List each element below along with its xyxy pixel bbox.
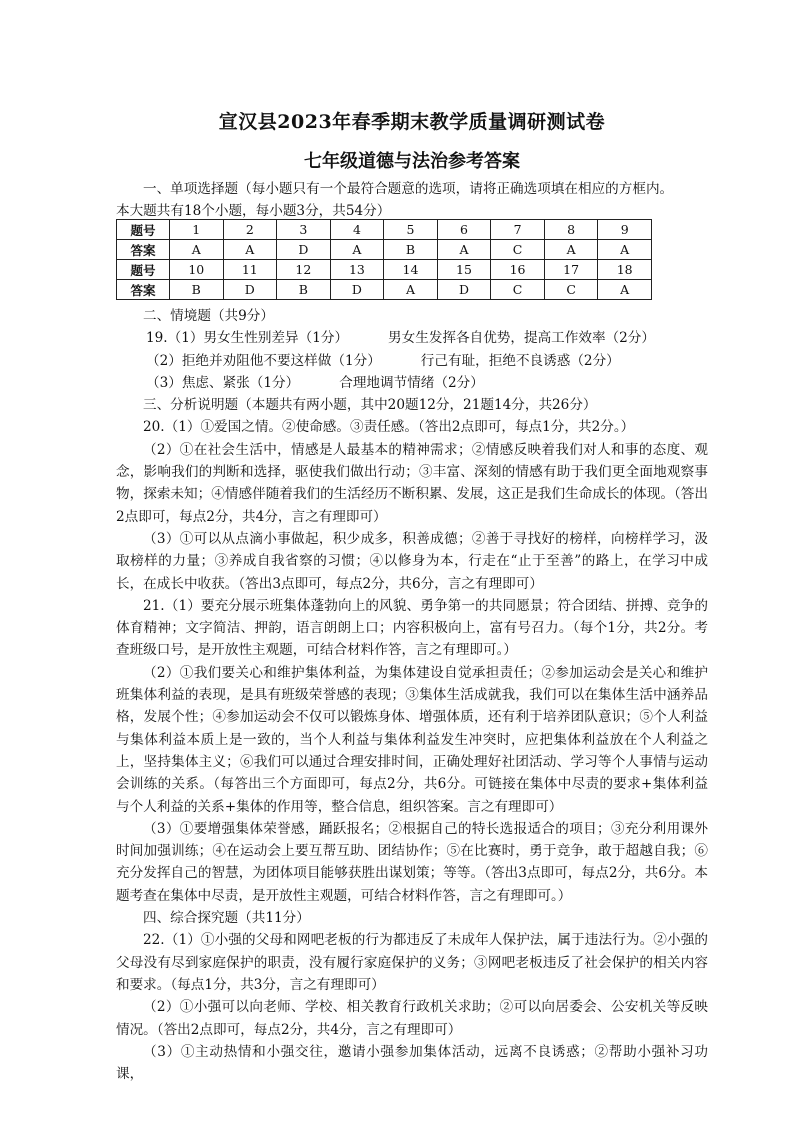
q21-part1: 21.（1）要充分展示班集体蓬勃向上的风貌、勇争第一的共同愿景；符合团结、拼搏、竞争的体育精神；文字简洁、押韵，语言朗朗上口；内容积极向上，富有号召力。（每个1分，共2分。考查班级口号，是开放性主观题，可结合材料作答，言之有理即可。） (116, 597, 708, 659)
answer-cell: A (437, 240, 491, 260)
q19-line3 (116, 372, 708, 394)
q19-1a: 19.（1）男女生性别差异（1分） (146, 330, 349, 347)
q22-part2: （2）①小强可以向老师、学校、相关教育行政机关求助；②可以向居委会、公安机关等反映情况。（答出2点即可，每点2分，共4分，言之有理即可） (116, 999, 708, 1038)
table-row (117, 260, 652, 280)
question-number: 14 (384, 260, 438, 280)
question-number: 8 (544, 220, 598, 240)
question-number: 7 (491, 220, 545, 240)
q20-part2: （2）①在社会生活中，情感是人最基本的精神需求；②情感反映着我们对人和事的态度、观念，影响我们的判断和选择，驱使我们做出行动；③丰富、深刻的情感有助于我们更全面地观察事物，探索未知；④情感伴随着我们的生活经历不断积累、发展，这正是我们生命成长的体现。（答出2点即可，每点2分，共4分，言之有理即可） (116, 441, 708, 525)
answer-cell: B (384, 240, 438, 260)
q19-3a: （3）焦虑、紧张（1分） (146, 374, 300, 391)
question-number: 6 (437, 220, 491, 240)
table-row (117, 280, 652, 300)
question-number: 18 (598, 260, 652, 280)
question-number: 5 (384, 220, 438, 240)
answer-label: 答案 (117, 240, 170, 260)
section3-heading: 三、分析说明题（本题共有两小题，其中20题12分，21题14分，共26分） (143, 397, 597, 414)
answer-cell: C (491, 280, 545, 300)
answer-cell: A (384, 280, 438, 300)
answer-cell: D (223, 280, 277, 300)
answer-label: 答案 (117, 280, 170, 300)
question-number: 15 (437, 260, 491, 280)
answer-cell: A (170, 240, 224, 260)
question-number: 3 (277, 220, 331, 240)
answer-cell: B (170, 280, 224, 300)
question-number: 9 (598, 220, 652, 240)
q19-3b: 合理地调节情绪（2分） (339, 374, 484, 391)
answer-cell: B (277, 280, 331, 300)
question-number: 1 (170, 220, 224, 240)
answer-cell: A (544, 240, 598, 260)
section1-heading: 一、单项选择题（每小题只有一个最符合题意的选项，请将正确选项填在相应的方框内。 (143, 181, 674, 197)
q20-part3: （3）①可以从点滴小事做起，积少成多，积善成德；②善于寻找好的榜样，向榜样学习，汲取榜样的力量；③养成自我省察的习惯；④以修身为本，行走在“止于至善”的路上，在学习中成长，在成长中收获。（答出3点即可，每点2分，共6分，言之有理即可） (116, 530, 708, 592)
table-row (117, 240, 652, 260)
q21-part3: （3）①要增强集体荣誉感，踊跃报名；②根据自己的特长选报适合的项目；③充分利用课外时间加强训练；④在运动会上要互帮互助、团结协作；⑤在比赛时，勇于竞争，敢于超越自我；⑥充分发挥自己的智慧，为团体项目能够获胜出谋划策；等等。（答出3点即可，每点2分，共6分。本题考查在集体中尽责，是开放性主观题，可结合材料作答，言之有理即可。） (116, 820, 708, 904)
answer-cell: D (437, 280, 491, 300)
question-number: 13 (330, 260, 384, 280)
answer-cell: A (598, 280, 652, 300)
answer-cell: D (330, 280, 384, 300)
q22-part3: （3）①主动热情和小强交往，邀请小强参加集体活动，远离不良诱惑；②帮助小强补习功课， (116, 1043, 708, 1083)
question-number: 16 (491, 260, 545, 280)
answer-cell: C (491, 240, 545, 260)
question-number: 17 (544, 260, 598, 280)
answer-table (116, 219, 652, 300)
answer-cell: D (277, 240, 331, 260)
q19-2b: 行己有耻，拒绝不良诱惑（2分） (420, 352, 620, 369)
document-title: 宣汉县2023年春季期末教学质量调研测试卷 (218, 111, 606, 133)
q20-part1: 20.（1）①爱国之情。②使命感。③责任感。（答出2点即可，每点1分，共2分。） (143, 419, 635, 436)
section1-note: 本大题共有18个小题，每小题3分，共54分） (116, 203, 391, 220)
question-number: 11 (223, 260, 277, 280)
q19-1b: 男女生发挥各自优势，提高工作效率（2分） (388, 330, 655, 347)
section4-heading: 四、综合探究题（共11分） (143, 910, 310, 927)
q19-line2 (116, 350, 708, 372)
document-subtitle: 七年级道德与法治参考答案 (304, 151, 520, 172)
section1-text (116, 178, 708, 223)
table-row (117, 220, 652, 240)
question-number: 10 (170, 260, 224, 280)
question-label: 题号 (117, 260, 170, 280)
q22-part1: 22.（1）①小强的父母和网吧老板的行为都违反了未成年人保护法，属于违法行为。②小强的父母没有尽到家庭保护的职责，没有履行家庭保护的义务；③网吧老板违反了社会保护的相关内容和要求。（每点1分，共3分，言之有理即可） (116, 932, 708, 993)
main-answers (116, 305, 708, 1085)
answer-cell: A (598, 240, 652, 260)
q19-2a: （2）拒绝并劝阻他不要这样做（1分） (146, 352, 381, 369)
question-number: 4 (330, 220, 384, 240)
q19-line1 (116, 327, 708, 349)
question-number: 2 (223, 220, 277, 240)
section2-heading: 二、情境题（共9分） (143, 308, 274, 324)
q21-part2: （2）①我们要关心和维护集体利益，为集体建设自觉承担责任；②参加运动会是关心和维护班集体利益的表现，是具有班级荣誉感的表现；③集体生活成就我，我们可以在集体生活中涵养品格，发展个性；④参加运动会不仅可以锻炼身体、增强体质，还有利于培养团队意识；⑤个人利益与集体利益本质上是一致的，当个人利益与集体利益发生冲突时，应把集体利益放在个人利益之上，坚持集体主义；⑥我们可以通过合理安排时间，正确处理好社团活动、学习等个人事情与运动会训练的关系。（每答出三个方面即可，每点2分，共6分。可链接在集体中尽责的要求+集体利益与个人利益的关系+集体的作用等，整合信息，组织答案。言之有理即可） (116, 664, 708, 815)
answer-cell: C (544, 280, 598, 300)
question-label: 题号 (117, 220, 170, 240)
answer-cell: A (330, 240, 384, 260)
question-number: 12 (277, 260, 331, 280)
answer-cell: A (223, 240, 277, 260)
